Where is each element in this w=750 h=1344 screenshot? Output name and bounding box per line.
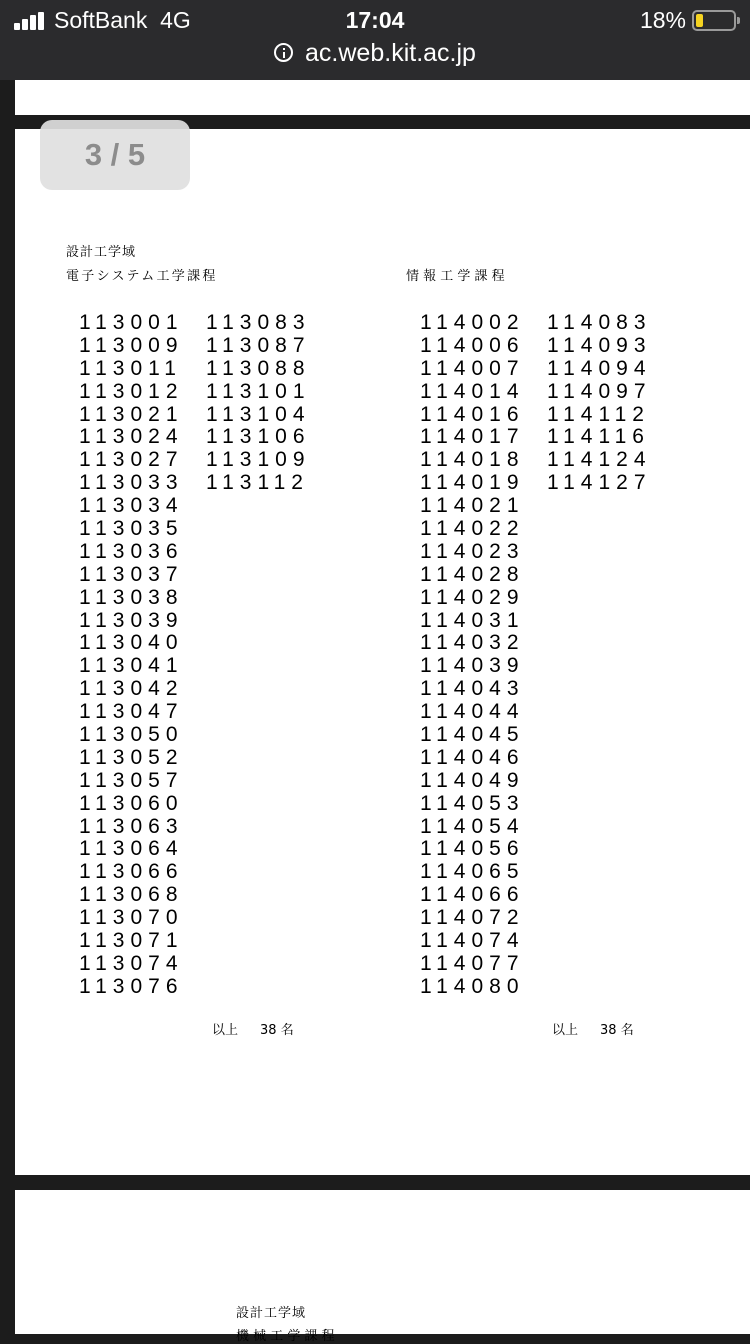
status-and-address-bar [0,0,750,80]
pdf-viewer[interactable] [0,80,750,1344]
student-id: 113106 [206,425,311,449]
student-id: 113076 [79,974,184,998]
domain-label: 設計工学域 [66,245,137,260]
student-id: 113052 [79,745,184,769]
student-id: 113063 [79,814,184,838]
student-id: 113035 [79,517,184,541]
student-id: 114028 [420,562,525,586]
student-id: 113024 [79,425,184,449]
next-domain-label: 設計工学域 [236,1306,307,1321]
student-id: 114021 [420,494,525,518]
student-id: 113012 [79,379,184,403]
student-id: 114049 [420,768,525,792]
student-id: 114016 [420,402,525,426]
student-id: 113050 [79,723,184,747]
student-id: 113033 [79,471,184,495]
next-course-title: 機 械 工 学 課 程 [236,1329,335,1344]
student-id: 113101 [206,379,311,403]
total-left: 以上 38 名 [212,1023,294,1038]
student-id: 114044 [420,700,525,724]
info-icon[interactable] [274,43,293,62]
student-id: 114066 [420,883,525,907]
address-bar[interactable] [0,39,750,68]
student-id: 114097 [547,379,652,403]
student-id: 114018 [420,448,525,472]
student-id: 114029 [420,585,525,609]
next-page [15,1190,750,1344]
student-id: 113074 [79,951,184,975]
student-id: 113037 [79,562,184,586]
student-id: 113001 [79,311,184,334]
student-id: 114083 [547,311,652,334]
carrier-label: SoftBank 4G [54,7,191,33]
id-list-right-col1 [420,312,525,999]
student-id: 113070 [79,906,184,930]
url-text: ac.web.kit.ac.jp [305,39,476,67]
battery-percent: 18% [639,7,686,33]
student-id: 113083 [206,311,311,334]
student-id: 114053 [420,791,525,815]
student-id: 114006 [420,333,525,357]
status-time: 17:04 [345,7,405,33]
student-id: 114032 [420,631,525,655]
student-id: 114056 [420,837,525,861]
student-id: 114094 [547,356,652,380]
student-id: 113109 [206,448,311,472]
student-id: 114007 [420,356,525,380]
previous-page [15,80,750,115]
student-id: 114080 [420,974,525,998]
course-title-right: 情 報 工 学 課 程 [406,269,505,284]
total-right: 以上 38 名 [552,1023,634,1038]
student-id: 113068 [79,883,184,907]
student-id: 114002 [420,311,525,334]
student-id: 114116 [547,425,650,449]
student-id: 113064 [79,837,184,861]
page-indicator: 3 / 5 [40,120,190,190]
student-id: 113038 [79,585,184,609]
student-id: 113057 [79,768,184,792]
student-id: 114014 [420,379,525,403]
student-id: 113009 [79,333,184,357]
student-id: 113034 [79,494,184,518]
student-id: 114045 [420,723,525,747]
student-id: 114019 [420,471,525,495]
student-id: 113087 [206,333,311,357]
student-id: 114065 [420,860,525,884]
student-id: 114023 [420,539,525,563]
student-id: 113041 [79,654,184,678]
student-id: 113112 [206,471,309,495]
id-list-left-col1 [79,312,184,999]
student-id: 114072 [420,906,525,930]
student-id: 113042 [79,677,184,701]
student-id: 113104 [206,402,311,426]
student-id: 113021 [79,402,184,426]
student-id: 114127 [547,471,652,495]
course-title-left: 電子システム工学課程 [66,269,218,284]
student-id: 114112 [547,402,650,426]
student-id: 113071 [79,929,184,953]
student-id: 114074 [420,929,525,953]
student-id: 114043 [420,677,525,701]
student-id: 114022 [420,517,525,541]
id-list-right-col2 [547,312,652,495]
student-id: 114077 [420,951,525,975]
student-id: 113011 [79,356,182,380]
student-id: 113047 [79,700,184,724]
student-id: 113036 [79,539,184,563]
student-id: 113040 [79,631,184,655]
student-id: 114017 [420,425,525,449]
student-id: 114039 [420,654,525,678]
student-id: 114093 [547,333,652,357]
student-id: 113039 [79,608,184,632]
student-id: 114046 [420,745,525,769]
pdf-page [15,129,750,1175]
student-id: 113060 [79,791,184,815]
student-id: 114031 [420,608,525,632]
student-id: 113088 [206,356,311,380]
battery-icon [692,10,736,31]
student-id: 113027 [79,448,184,472]
student-id: 114054 [420,814,525,838]
student-id: 114124 [547,448,652,472]
student-id: 113066 [79,860,184,884]
id-list-left-col2 [206,312,311,495]
